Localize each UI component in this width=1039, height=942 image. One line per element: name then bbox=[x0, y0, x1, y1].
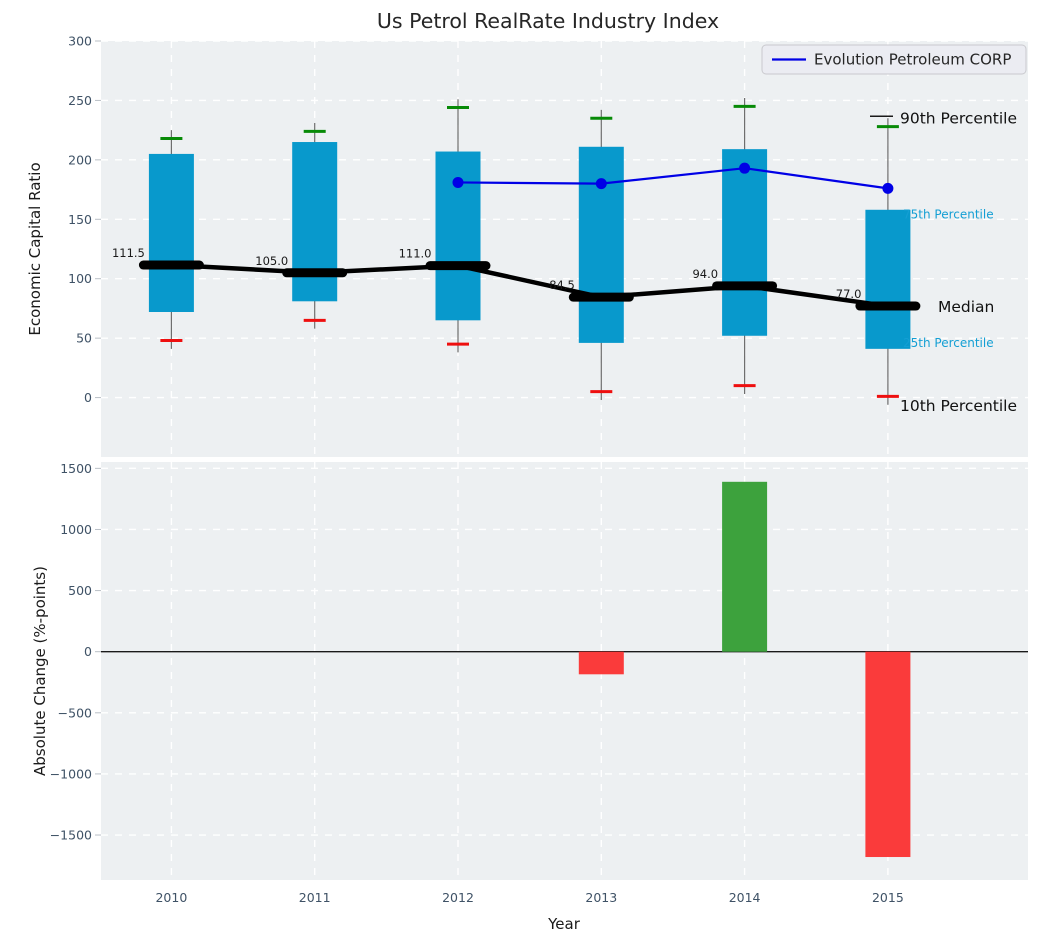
median-value-label-2013: 84.5 bbox=[549, 278, 575, 293]
top-chart bbox=[68, 34, 1028, 458]
iqr-box-2013 bbox=[579, 147, 624, 343]
annotation-median: Median bbox=[938, 298, 995, 317]
median-value-label-2011: 105.0 bbox=[255, 253, 289, 268]
top-ytick-label: 250 bbox=[68, 92, 92, 108]
xtick-label-2012: 2012 bbox=[442, 890, 474, 905]
bottom-ytick-label: −1500 bbox=[49, 827, 92, 843]
median-value-label-2015: 77.0 bbox=[835, 287, 862, 302]
legend-label: Evolution Petroleum CORP bbox=[814, 50, 1012, 69]
annotation-10th-percentile: 10th Percentile bbox=[900, 396, 1018, 415]
median-value-label-2014: 94.0 bbox=[692, 266, 719, 281]
company-point-2014 bbox=[739, 163, 750, 174]
company-point-2015 bbox=[882, 183, 893, 194]
top-ytick-label: 100 bbox=[68, 271, 92, 287]
iqr-box-2011 bbox=[292, 142, 337, 301]
median-value-label-2012: 111.0 bbox=[398, 246, 432, 261]
change-bar-2014 bbox=[722, 482, 767, 652]
y-axis-label-bottom: Absolute Change (%-points) bbox=[31, 566, 49, 776]
x-axis-label: Year bbox=[548, 915, 580, 933]
top-ytick-label: 200 bbox=[68, 152, 92, 168]
xtick-label-2014: 2014 bbox=[728, 890, 761, 905]
top-ytick-label: 300 bbox=[68, 33, 92, 49]
company-point-2012 bbox=[453, 177, 464, 188]
bottom-ytick-label: 500 bbox=[68, 583, 92, 599]
annotation-90th-percentile: 90th Percentile bbox=[900, 109, 1018, 128]
xtick-label-2015: 2015 bbox=[871, 890, 904, 905]
bottom-chart bbox=[50, 461, 1028, 905]
annotation-75th-percentile: 75th Percentile bbox=[903, 207, 994, 222]
top-ytick-label: 50 bbox=[76, 330, 92, 346]
annotation-25th-percentile: 25th Percentile bbox=[903, 335, 994, 350]
iqr-box-2010 bbox=[149, 154, 194, 312]
iqr-box-2012 bbox=[436, 152, 481, 321]
bottom-ytick-label: −1000 bbox=[49, 766, 92, 782]
company-point-2013 bbox=[596, 178, 607, 189]
change-bar-2015 bbox=[865, 652, 910, 857]
chart-title: Us Petrol RealRate Industry Index bbox=[376, 9, 720, 33]
iqr-box-2015 bbox=[865, 210, 910, 349]
xtick-label-2010: 2010 bbox=[155, 890, 188, 905]
change-bar-2013 bbox=[579, 652, 624, 675]
bottom-ytick-label: −500 bbox=[57, 705, 92, 721]
bottom-ytick-label: 0 bbox=[84, 644, 92, 660]
bottom-ytick-label: 1500 bbox=[60, 460, 92, 476]
top-ytick-label: 0 bbox=[84, 390, 92, 406]
top-ytick-label: 150 bbox=[68, 211, 92, 227]
xtick-label-2013: 2013 bbox=[585, 890, 618, 905]
legend bbox=[762, 45, 1026, 74]
xtick-label-2011: 2011 bbox=[298, 890, 331, 905]
y-axis-label-top: Economic Capital Ratio bbox=[26, 162, 44, 336]
median-value-label-2010: 111.5 bbox=[111, 246, 145, 261]
bottom-ytick-label: 1000 bbox=[60, 521, 92, 537]
iqr-box-2014 bbox=[722, 149, 767, 336]
